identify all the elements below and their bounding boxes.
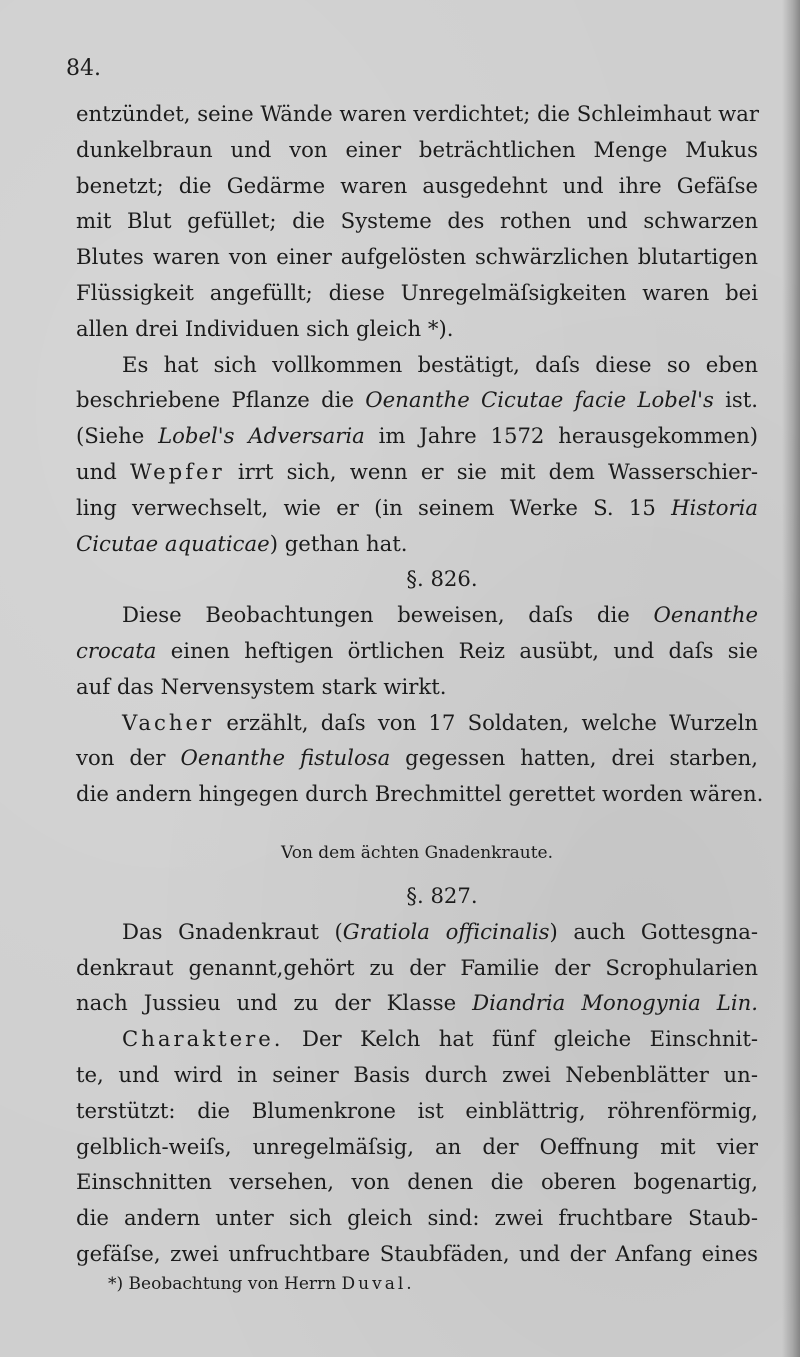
footnote-marker: *) [108,1274,124,1294]
text-line: Blutes waren von einer aufgelösten schwärzlichen blutartigen [76,244,758,270]
text-line [76,985,758,1021]
paragraph-4 [76,705,764,812]
text-run: einen heftigen örtlichen Reiz ausübt, und daſs sie [156,637,758,663]
text-line: die andern unter sich gleich sind: zwei fruchtbare Staub- [76,1205,758,1231]
paragraph-3 [76,597,758,704]
text-run: ) gethan hat. [269,530,408,556]
section-number: §. 826. [406,566,478,592]
text-run: ) auch Gottesgna- [549,918,759,944]
latin-name: Oenanthe fistulosa [180,745,391,771]
author-name: Duval. [341,1274,415,1294]
page-edge-shadow [782,0,800,1357]
text-line: terstützt: die Blumenkrone ist einblättrig, röhrenförmig, [76,1097,758,1123]
latin-name: Gratiola officinalis [342,918,550,944]
term-label: Charaktere. [122,1026,284,1052]
paragraph-2 [76,347,758,562]
text-run: gegessen hatten, drei starben, [390,745,759,771]
text-run: und [76,458,131,484]
text-run: erzählt, daſs von 17 Soldaten, welche Wurzeln [214,709,758,735]
text-line: die andern hingegen durch Brechmittel gerettet worden wären. [76,781,764,807]
text-line [76,382,758,418]
text-run: im Jahre 1572 herausgekommen) [364,423,758,449]
text-line [76,740,758,776]
text-line [76,597,758,633]
book-title: Lobel's Adversaria [158,423,365,449]
text-run: ist. [713,387,759,413]
book-title: Cicutae aquaticae [76,530,270,556]
text-line [76,490,758,526]
page-number: 84. [66,56,101,81]
text-line: gefäſse, zwei unfruchtbare Staubfäden, und der Anfang eines [76,1240,758,1266]
text-line: benetzt; die Gedärme waren ausgedehnt und ihre Gefäſse [76,172,758,198]
text-line [76,705,758,741]
latin-name: Diandria Monogynia Lin. [472,990,758,1016]
paragraph-1 [76,96,758,347]
text-line: Flüssigkeit angefüllt; diese Unregelmäſsigkeiten waren bei [76,279,758,305]
text-line [76,633,758,669]
text-run: (Siehe [76,423,159,449]
author-name: Vacher [122,709,215,735]
text-line: auf das Nervensystem stark wirkt. [76,673,447,699]
text-line: allen drei Individuen sich gleich *). [76,315,454,341]
text-line: Es hat sich vollkommen bestätigt, daſs diese so eben [122,351,758,377]
text-line: denkraut genannt,gehört zu der Familie der Scrophularien [76,954,758,980]
text-line: mit Blut gefüllet; die Systeme des rothen und schwarzen [76,208,758,234]
text-line: gelblich-weiſs, unregelmäſsig, an der Oeffnung mit vier [76,1133,758,1159]
text-line [76,454,758,490]
latin-name: crocata [76,637,157,663]
latin-name: Oenanthe Cicutae facie Lobel's [365,387,714,413]
book-title: Historia [671,494,758,520]
footnote-text: Beobachtung von Herrn [123,1274,342,1294]
paragraph-5 [76,914,758,1272]
text-run: von der [76,745,181,771]
text-line: Einschnitten versehen, von denen die oberen bogenartig, [76,1169,758,1195]
author-name: Wepfer [130,458,225,484]
body-text [76,96,764,1272]
chapter-heading: Von dem ächten Gnadenkraute. [281,842,553,863]
text-line [76,526,758,562]
text-line [76,1021,758,1057]
footnote [108,1276,415,1293]
text-line: dunkelbraun und von einer beträchtlichen Menge Mukus [76,136,758,162]
text-run: Das Gnadenkraut ( [122,918,343,944]
text-run: irrt sich, wenn er sie mit dem Wasserschier- [224,458,758,484]
text-run: beschriebene Pflanze die [76,387,366,413]
text-run: nach Jussieu und zu der Klasse [76,990,473,1016]
text-run: Der Kelch hat fünf gleiche Einschnit- [283,1026,758,1052]
text-line: entzündet, seine Wände waren verdichtet; die Schleimhaut war [76,101,760,126]
text-run: Diese Beobachtungen beweisen, daſs die [122,602,654,628]
section-number: §. 827. [406,882,478,908]
text-line: te, und wird in seiner Basis durch zwei Nebenblätter un- [76,1061,758,1087]
text-line [76,914,758,950]
latin-name: Oenanthe [653,602,758,628]
text-line [76,418,758,454]
text-run: ling verwechselt, wie er (in seinem Werke S. 15 [76,494,672,520]
